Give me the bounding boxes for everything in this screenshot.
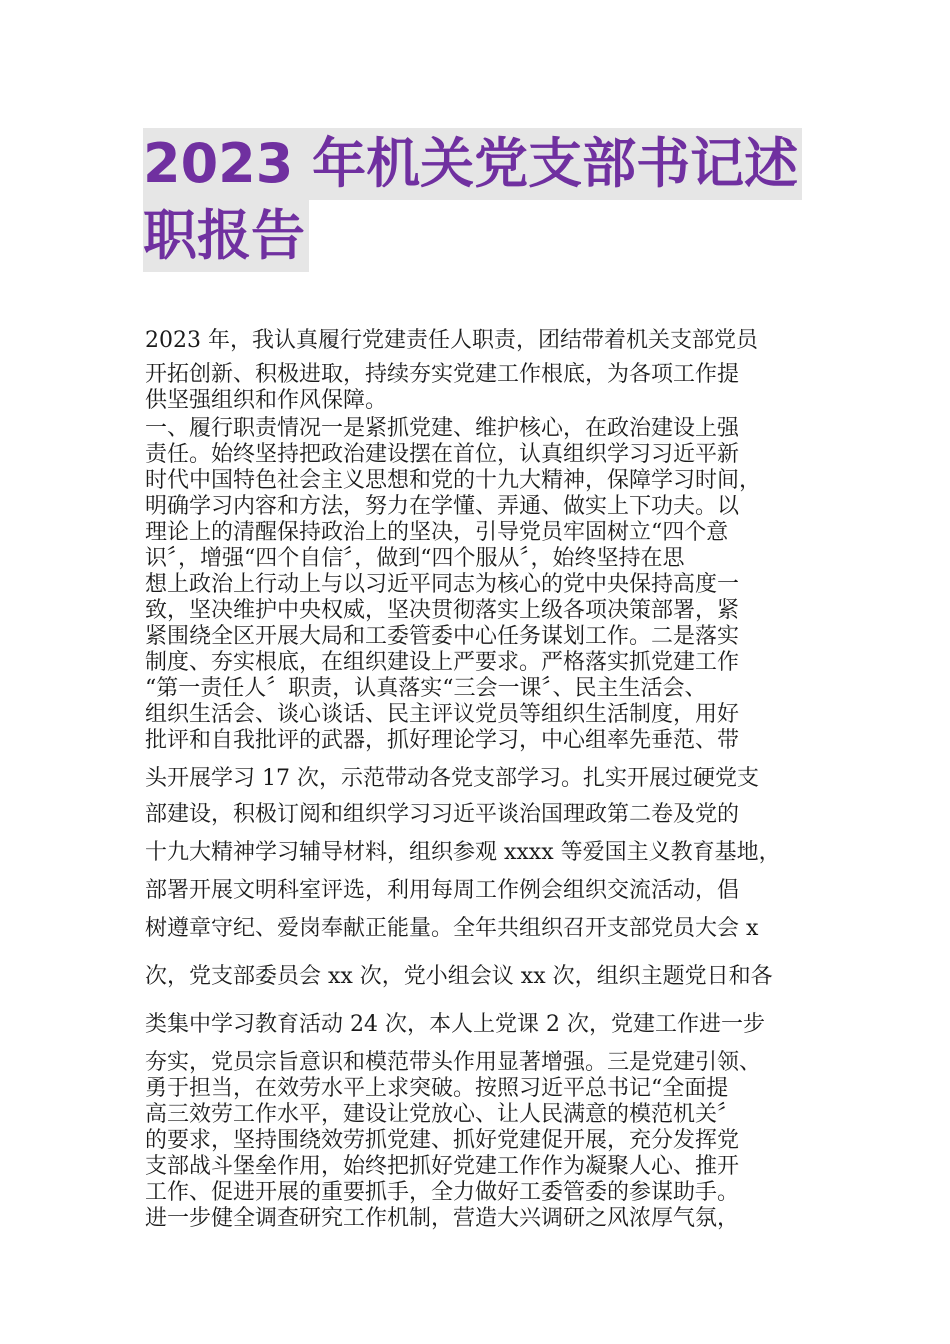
- body-line: 部署开展文明科室评选，利用每周工作例会组织交流活动，倡: [145, 878, 740, 903]
- body-line: 理论上的清醒保持政治上的坚决，引导党员牢固树立“四个意: [145, 520, 729, 545]
- body-line: 一、履行职责情况一是紧抓党建、维护核心，在政治建设上强: [145, 416, 740, 441]
- body-line: 开拓创新、积极进取，持续夯实党建工作根底，为各项工作提: [145, 362, 740, 387]
- body-line: 类集中学习教育活动 24 次，本人上党课 2 次，党建工作进一步: [145, 1012, 765, 1037]
- body-line: 2023 年，我认真履行党建责任人职责，团结带着机关支部党员: [145, 328, 758, 353]
- body-line: 紧围绕全区开展大局和工委管委中心任务谋划工作。二是落实: [145, 624, 740, 649]
- body-line: 批评和自我批评的武器，抓好理论学习，中心组率先垂范、带: [145, 728, 740, 753]
- body-line: 供坚强组织和作风保障。: [145, 388, 388, 413]
- body-line: 夯实，党员宗旨意识和模范带头作用显著增强。三是党建引领、: [145, 1050, 762, 1075]
- body-line: 的要求，坚持围绕效劳抓党建、抓好党建促开展，充分发挥党: [145, 1128, 740, 1153]
- body-line: 组织生活会、谈心谈话、民主评议党员等组织生活制度，用好: [145, 702, 740, 727]
- body-line: 部建设，积极订阅和组织学习习近平谈治国理政第二卷及党的: [145, 802, 740, 827]
- body-line: 十九大精神学习辅导材料，组织参观 xxxx 等爱国主义教育基地，: [145, 840, 781, 865]
- body-line: 进一步健全调查研究工作机制，营造大兴调研之风浓厚气氛，: [145, 1206, 740, 1231]
- body-line: 次，党支部委员会 xx 次，党小组会议 xx 次，组织主题党日和各: [145, 964, 773, 989]
- body-line: “第一责任人〞职责，认真落实“三会一课〞、民主生活会、: [145, 676, 707, 701]
- body-line: 支部战斗堡垒作用，始终把抓好党建工作作为凝聚人心、推开: [145, 1154, 740, 1179]
- body-line: 工作、促进开展的重要抓手，全力做好工委管委的参谋助手。: [145, 1180, 740, 1205]
- body-line: 勇于担当，在效劳水平上求突破。按照习近平总书记“全面提: [145, 1076, 729, 1101]
- body-line: 责任。始终坚持把政治建设摆在首位，认真组织学习习近平新: [145, 442, 740, 467]
- body-line: 头开展学习 17 次，示范带动各党支部学习。扎实开展过硬党支: [145, 766, 759, 791]
- body-line: 致，坚决维护中央权威，坚决贯彻落实上级各项决策部署，紧: [145, 598, 740, 623]
- body-line: 识〞，增强“四个自信〞，做到“四个服从〞，始终坚持在思: [145, 546, 685, 571]
- body-line: 时代中国特色社会主义思想和党的十九大精神，保障学习时间，: [145, 468, 762, 493]
- body-line: 树遵章守纪、爱岗奉献正能量。全年共组织召开支部党员大会 x: [145, 916, 759, 941]
- body-line: 想上政治上行动上与以习近平同志为核心的党中央保持高度一: [145, 572, 740, 597]
- title-line-1: 2023 年机关党支部书记述: [143, 128, 802, 200]
- body-line: 明确学习内容和方法，努力在学懂、弄通、做实上下功夫。以: [145, 494, 740, 519]
- body-line: 制度、夯实根底，在组织建设上严要求。严格落实抓党建工作: [145, 650, 740, 675]
- title-line-2: 职报告: [143, 200, 309, 272]
- body-line: 高三效劳工作水平，建设让党放心、让人民满意的模范机关〞: [145, 1102, 740, 1127]
